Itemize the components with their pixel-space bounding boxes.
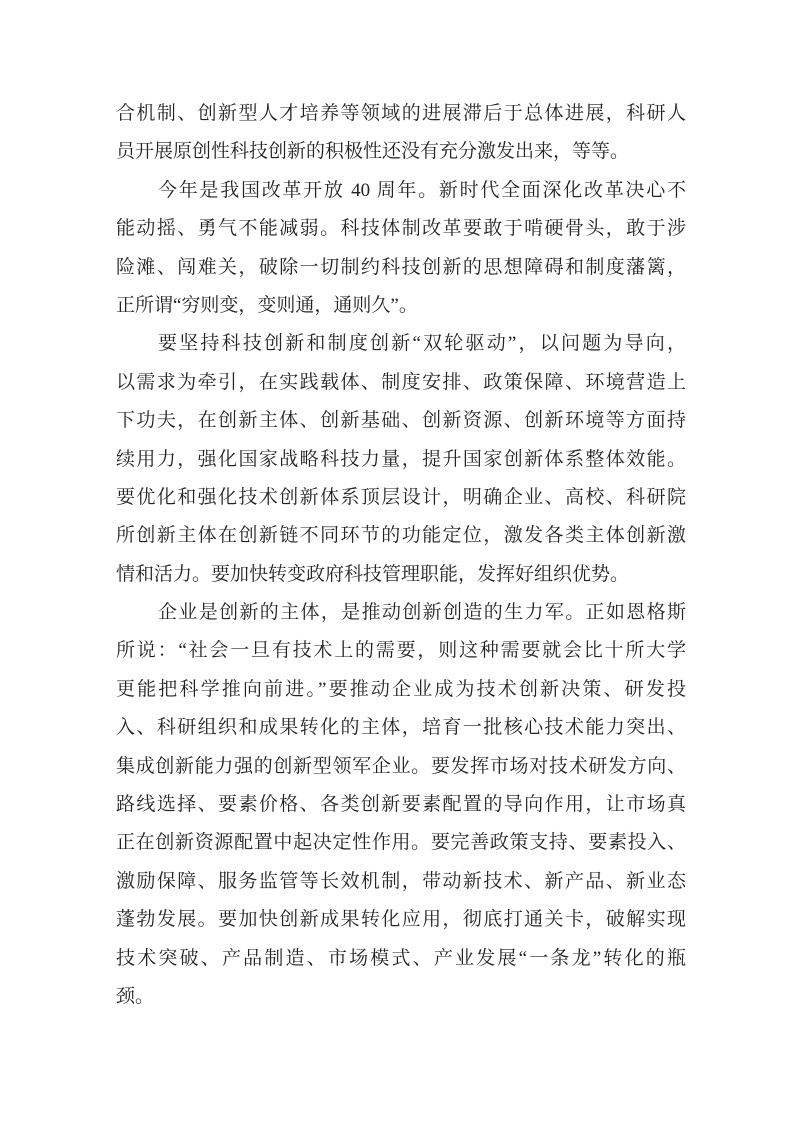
text-line: 蓬勃发展。要加快创新成果转化应用，彻底打通关卡，破解实现 — [116, 909, 686, 931]
text-line: 下功夫，在创新主体、创新基础、创新资源、创新环境等方面持 — [116, 410, 686, 432]
text-line: 路线选择、要素价格、各类创新要素配置的导向作用，让市场真 — [116, 794, 686, 816]
paragraph-dual-drive — [116, 325, 686, 594]
text-line: 正在创新资源配置中起决定性作用。要完善政策支持、要素投入、 — [116, 832, 686, 854]
text-line: 企业是创新的主体，是推动创新创造的生力军。正如恩格斯 — [158, 602, 686, 624]
text-line: 集成创新能力强的创新型领军企业。要发挥市场对技术研发方向、 — [116, 755, 686, 777]
text-line: 所说：“社会一旦有技术上的需要，则这种需要就会比十所大学 — [116, 640, 686, 662]
text-line: 要坚持科技创新和制度创新“双轮驱动”，以问题为导向， — [158, 333, 686, 355]
text-line: 激励保障、服务监管等长效机制，带动新技术、新产品、新业态 — [116, 870, 686, 892]
text-line: 员开展原创性科技创新的积极性还没有充分激发出来，等等。 — [116, 141, 630, 163]
text-line: 入、科研组织和成果转化的主体，培育一批核心技术能力突出、 — [116, 717, 686, 739]
text-line: 更能把科学推向前进。”要推动企业成为技术创新决策、研发投 — [116, 678, 686, 700]
text-line: 颈。 — [116, 985, 155, 1007]
text-line: 续用力，强化国家战略科技力量，提升国家创新体系整体效能。 — [116, 448, 686, 470]
text-line: 合机制、创新型人才培养等领域的进展滞后于总体进展，科研人 — [116, 103, 686, 124]
text-line: 所创新主体在创新链不同环节的功能定位，激发各类主体创新激 — [116, 525, 686, 547]
paragraph-enterprise-innovation — [116, 594, 686, 1016]
text-line: 技术突破、产品制造、市场模式、产业发展“一条龙”转化的瓶 — [116, 947, 686, 969]
text-line: 正所谓“穷则变，变则通，通则久”。 — [116, 294, 418, 316]
paragraph-continuation — [116, 95, 686, 172]
text-line: 险滩、闯难关，破除一切制约科技创新的思想障碍和制度藩篱， — [116, 256, 686, 278]
text-block — [116, 95, 686, 1016]
text-line: 以需求为牵引，在实践载体、制度安排、政策保障、环境营造上 — [116, 371, 686, 393]
text-line: 情和活力。要加快转变政府科技管理职能，发挥好组织优势。 — [116, 563, 630, 585]
text-line: 今年是我国改革开放 40 周年。新时代全面深化改革决心不 — [158, 179, 686, 201]
text-line: 要优化和强化技术创新体系顶层设计，明确企业、高校、科研院 — [116, 486, 686, 508]
paragraph-reform-anniversary — [116, 172, 686, 326]
text-line: 能动摇、勇气不能减弱。科技体制改革要敢于啃硬骨头，敢于涉 — [116, 218, 686, 240]
